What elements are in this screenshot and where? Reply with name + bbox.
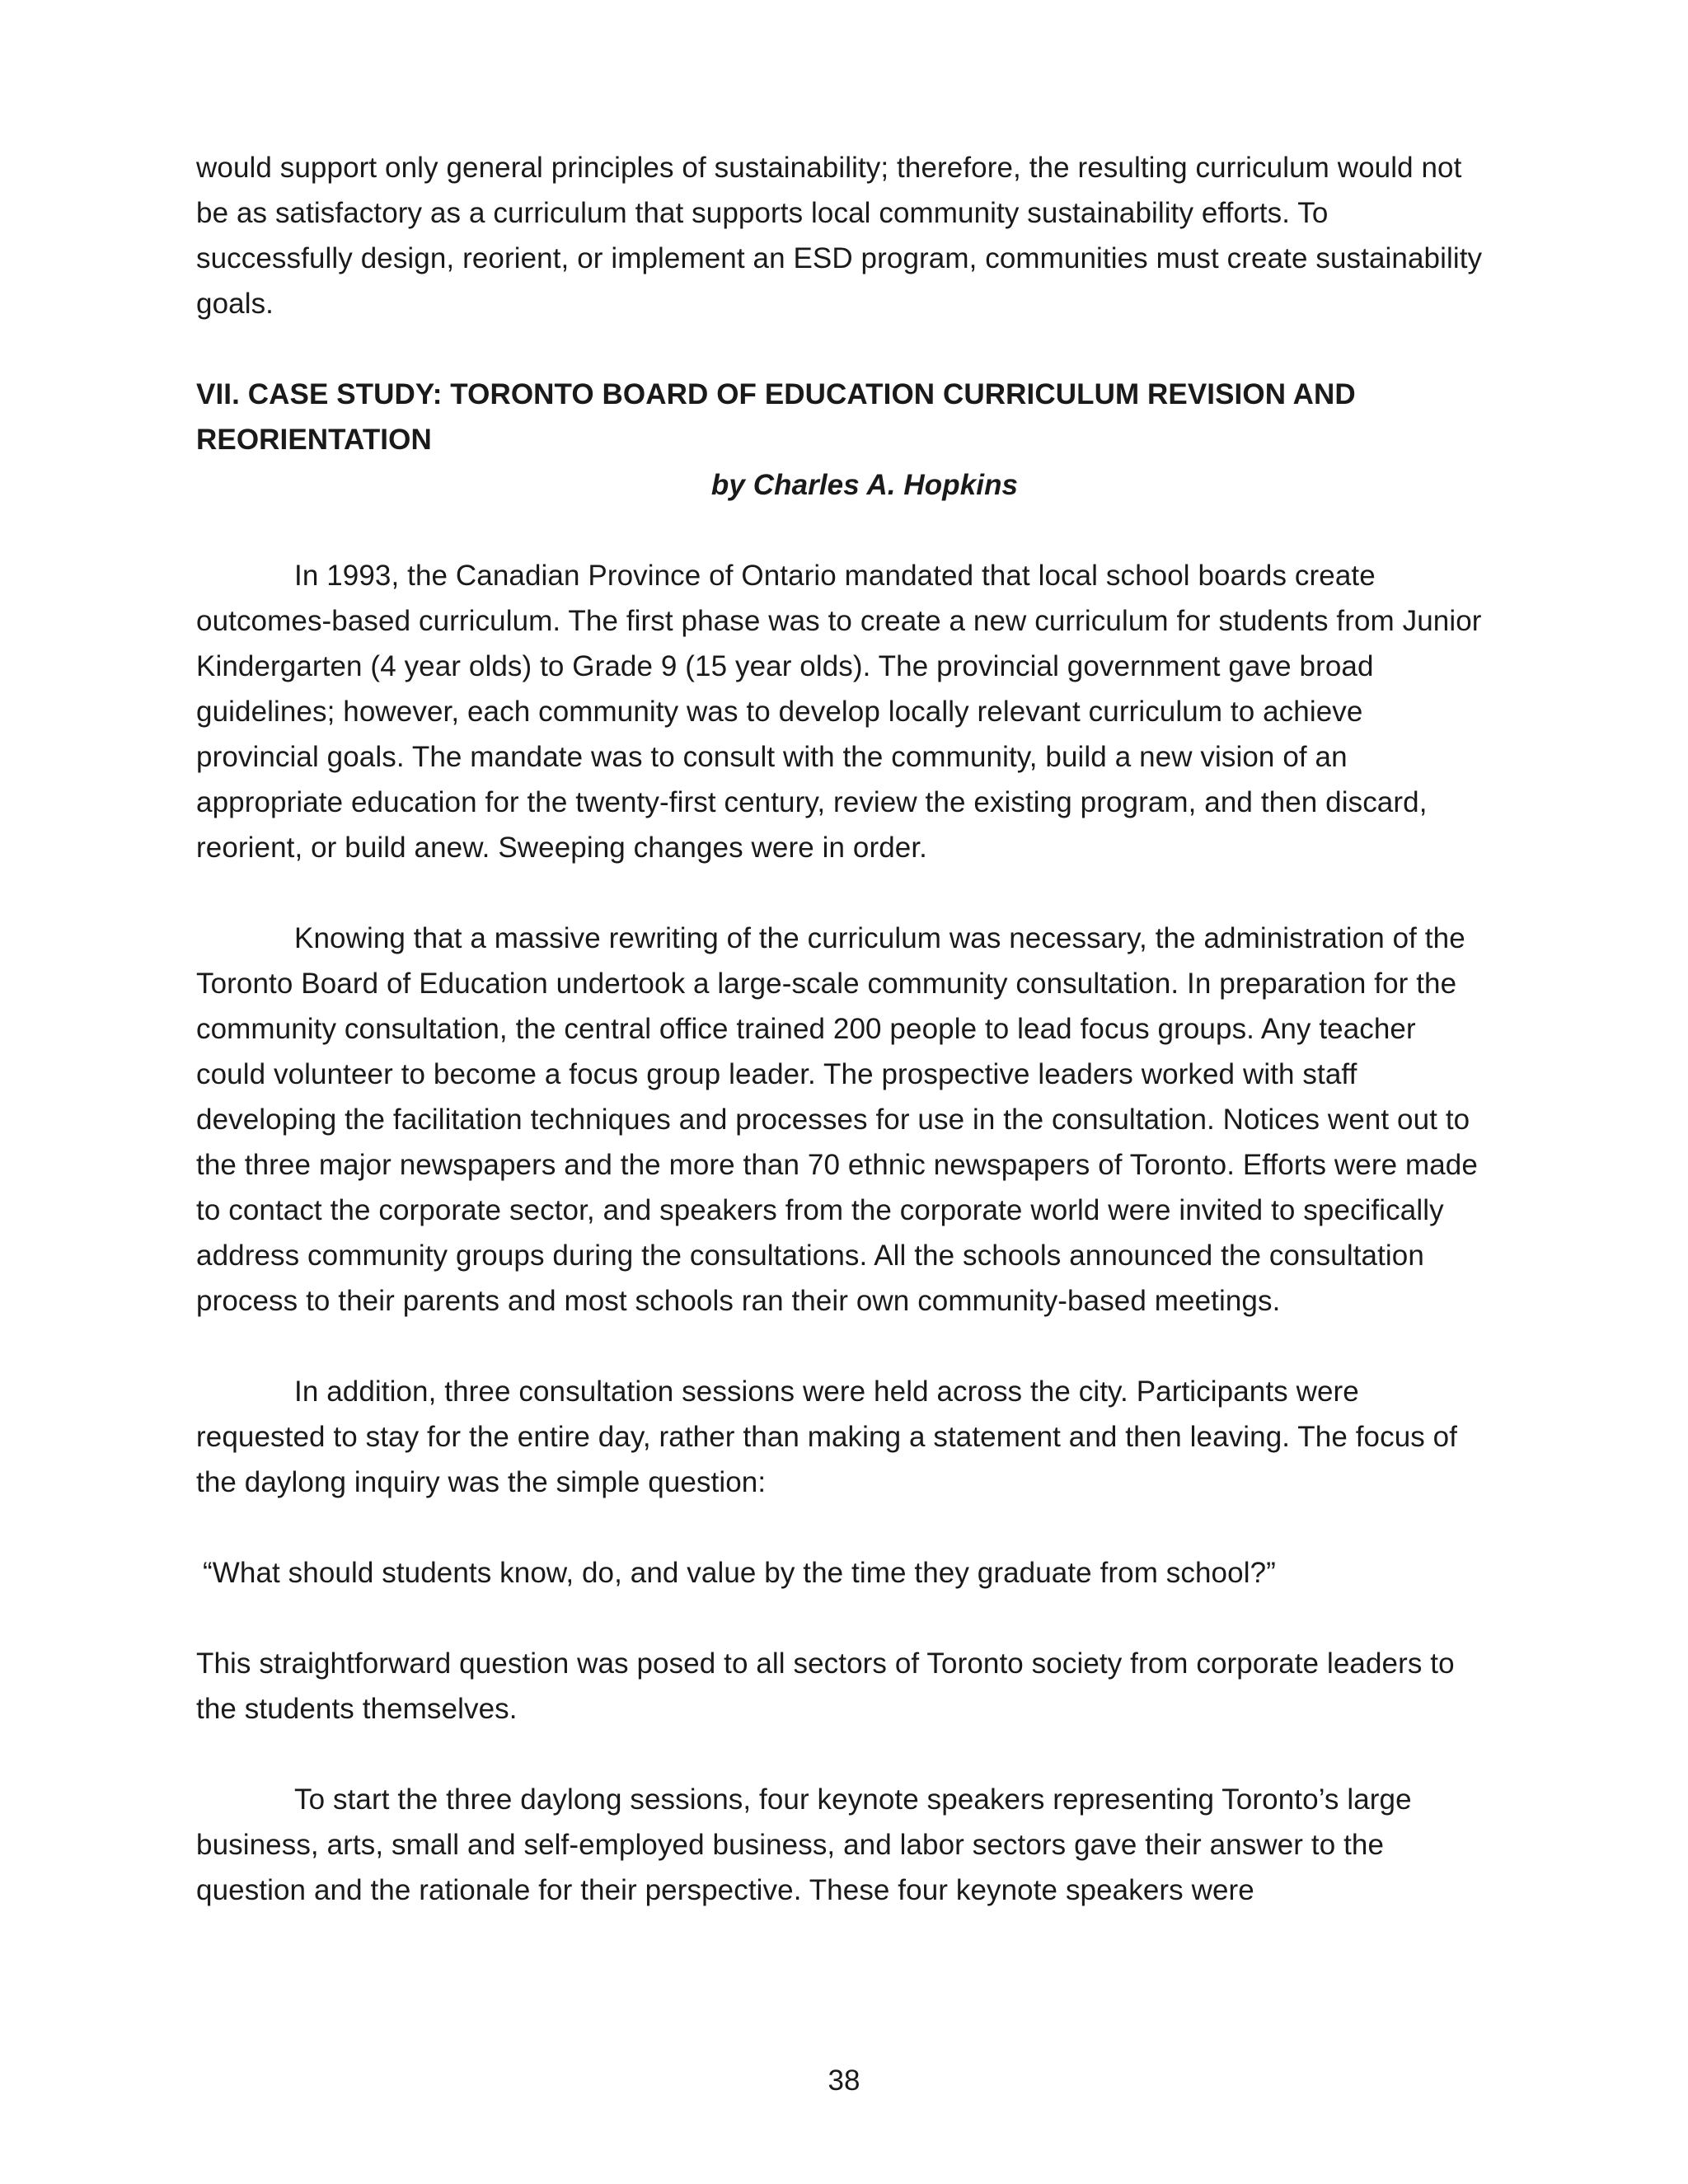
author-byline: by Charles A. Hopkins bbox=[710, 469, 1019, 501]
page-body bbox=[196, 145, 1492, 1913]
paragraph-3: In addition, three consultation sessions were held across the city. Participants were requested to stay for the entire day, rather than making a statement and then leaving. The focus of the daylong inquiry was the simple question: bbox=[196, 1376, 1458, 1498]
section-heading: VII. CASE STUDY: TORONTO BOARD OF EDUCATION CURRICULUM REVISION AND REORIENTATION bbox=[196, 378, 1356, 456]
page-number: 38 bbox=[828, 2064, 860, 2097]
paragraph-1: In 1993, the Canadian Province of Ontario mandated that local school boards create outcomes-based curriculum. The first phase was to create a new curriculum for students from Junior Kindergarten (4 year olds) to Grade 9 (15 year olds). The provincial government gave broad guidelines; however, each community was to develop locally relevant curriculum to achieve provincial goals. The mandate was to consult with the community, build a new vision of an appropriate education for the twenty-first century, review the existing program, and then discard, reorient, or build anew. Sweeping changes were in order. bbox=[196, 560, 1482, 864]
question-quote: “What should students know, do, and value by the time they graduate from school?” bbox=[203, 1557, 1276, 1589]
paragraph-5: To start the three daylong sessions, four keynote speakers representing Toronto’s large business, arts, small and self-employed business, and labor sectors gave their answer to the question and the rationale for their perspective. These four keynote speakers were bbox=[196, 1783, 1412, 1906]
continuation-paragraph: would support only general principles of sustainability; therefore, the resulting curriculum would not be as satisfactory as a curriculum that supports local community sustainability efforts. To successfully design, reorient, or implement an ESD program, communities must create sustainability goals. bbox=[196, 152, 1483, 320]
paragraph-4: This straightforward question was posed to all sectors of Toronto society from corporate leaders to the students themselves. bbox=[196, 1647, 1455, 1725]
paragraph-2: Knowing that a massive rewriting of the curriculum was necessary, the administration of the Toronto Board of Education undertook a large-scale community consultation. In preparation for the community consultation, the central office trained 200 people to lead focus groups. Any teacher could volunteer to become a focus group leader. The prospective leaders worked with staff developing the facilitation techniques and processes for use in the consultation. Notices went out to the three major newspapers and the more than 70 ethnic newspapers of Toronto. Efforts were made to contact the corporate sector, and speakers from the corporate world were invited to specifically address community groups during the consultations. All the schools announced the consultation process to their parents and most schools ran their own community-based meetings. bbox=[196, 922, 1478, 1317]
